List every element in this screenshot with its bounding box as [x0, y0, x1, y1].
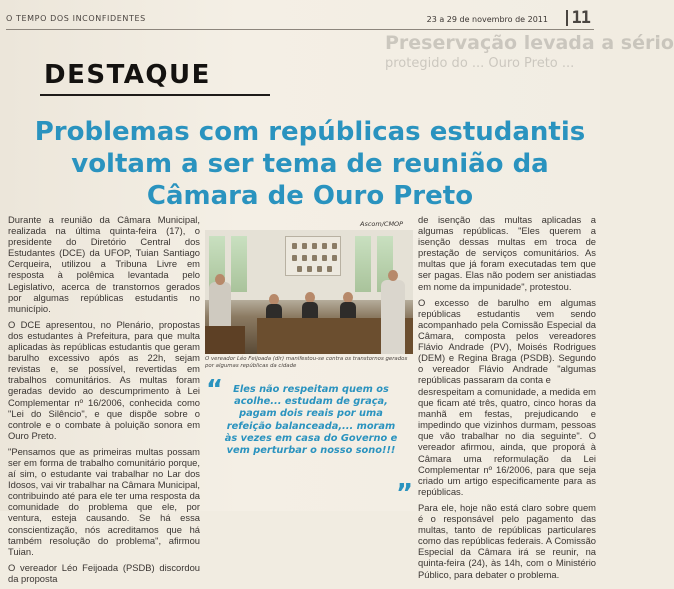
photo-speaker-right: [381, 280, 405, 354]
photo-window: [355, 236, 371, 292]
section-title: DESTAQUE: [44, 60, 211, 90]
page-header: [6, 6, 594, 30]
paragraph: desrespeitam a comunidade, a medida em que ficam até três, quatro, cinco horas da manhã em festas, prejudicando e impedindo que vizinhos durmam, pessoas que vão trabalhar no dia seguinte". O vereador afirmou, ainda, que proporá à Câmara uma reformulação da Lei Complementar nº 16/2006, para que seja criado um artigo especificamente para as repúblicas.: [418, 386, 596, 497]
photo-window: [231, 236, 247, 292]
bleed-line-2: protegido do ... Ouro Preto ...: [385, 56, 575, 71]
bleed-through-text: [385, 32, 674, 102]
paragraph: "Pensamos que as primeiras multas possam ser em forma de trabalho comunitário porque, aí sim, o estudante vai trabalhar no Lar dos Idosos, vai vir trabalhar na Câmara Municipal, contribuindo até para ele ter uma resposta da comunidade do problema que ele, por ventura, esteja causando. Se há essa conscientização, nós acreditamos que há também resolução do problema", afirmou Tuian.: [8, 445, 200, 557]
photo-podium: [205, 326, 245, 354]
column-3-top: [418, 214, 596, 390]
issue-date: 23 a 29 de novembro de 2011: [426, 15, 548, 24]
pull-quote: Eles não respeitam quem os acolhe... estudam de graça, pagam dois reais por uma refeição balanceada,... moram às vezes em casa do Governo e vem perturbar o nosso sono!!!: [224, 384, 398, 457]
column-1: [8, 214, 200, 589]
paragraph: Durante a reunião da Câmara Municipal, realizada na última quinta-feira (17), o presidente do Diretório Central dos Estudantes (DCE) da UFOP, Tuian Santiago Cerqueira, utilizou a Tribuna Livre em resposta à polêmica levantada pelo Legislativo, acerca de transtornos gerados por algumas repúblicas estudantis no município.: [8, 214, 200, 314]
photo-gallery-board: [285, 236, 341, 276]
publication-name: O TEMPO DOS INCONFIDENTES: [6, 14, 146, 23]
quote-close-mark: ”: [396, 479, 414, 509]
photo-person-head: [215, 274, 225, 285]
photo-credit: Ascom/CMOP: [360, 220, 404, 228]
bleed-line-1: Preservação levada a sério: [385, 32, 674, 54]
photo-caption: O vereador Léo Feijoada (dir) manifestou-se contra os transtornos gerados por algumas repúblicas da cidade: [205, 356, 408, 369]
paragraph: Para ele, hoje não está claro sobre quem é o responsável pelo pagamento das multas, tanto de repúblicas particulares como das repúblicas federais. A Comissão Especial da Câmara irá se reunir, na quinta-feira (24), às 14h, com o Ministério Público, para debater o problema.: [418, 501, 596, 580]
article-photo: [205, 230, 413, 354]
paragraph: O DCE apresentou, no Plenário, propostas dos estudantes à Prefeitura, para que multa aplicadas às repúblicas estudantis que geram barulho excessivo após as 22h, sejam revistas e, se possível, revertidas em trabalhos comunitários. As multas foram geradas devido ao descumprimento à Lei Complementar nº 16/2006, conhecida como "Lei do Silêncio", e que dispõe sobre o controle e o combate à poluição sonora em Ouro Preto.: [8, 318, 200, 441]
paragraph: de isenção das multas aplicadas a algumas repúblicas. "Eles querem a isenção dessas multas em troca de prestação de serviços comunitários. As multas que já foram executadas tem que ser pagas. Elas não podem ser anistiadas em nome da impunidade", protestou.: [418, 214, 596, 292]
quote-open-mark: “: [206, 375, 224, 405]
headline: Problemas com repúblicas estudantis voltam a ser tema de reunião da Câmara de Ouro Preto: [34, 117, 586, 211]
section-rule: [40, 94, 270, 96]
paragraph: O vereador Léo Feijoada (PSDB) discordou da proposta: [8, 561, 200, 584]
photo-person-head: [388, 270, 398, 281]
column-3-bottom: [418, 386, 596, 585]
page-number: 11: [571, 8, 590, 28]
paragraph: O excesso de barulho em algumas repúblicas estudantis vem sendo acompanhado pela Comissão Especial da Câmara, composta pelos vereadores Flávio Andrade (PV), Moisés Rodrigues (DEM) e Regina Braga (PSDB). Segundo o vereador Flávio Andrade "algumas repúblicas passaram da conta e: [418, 296, 596, 386]
